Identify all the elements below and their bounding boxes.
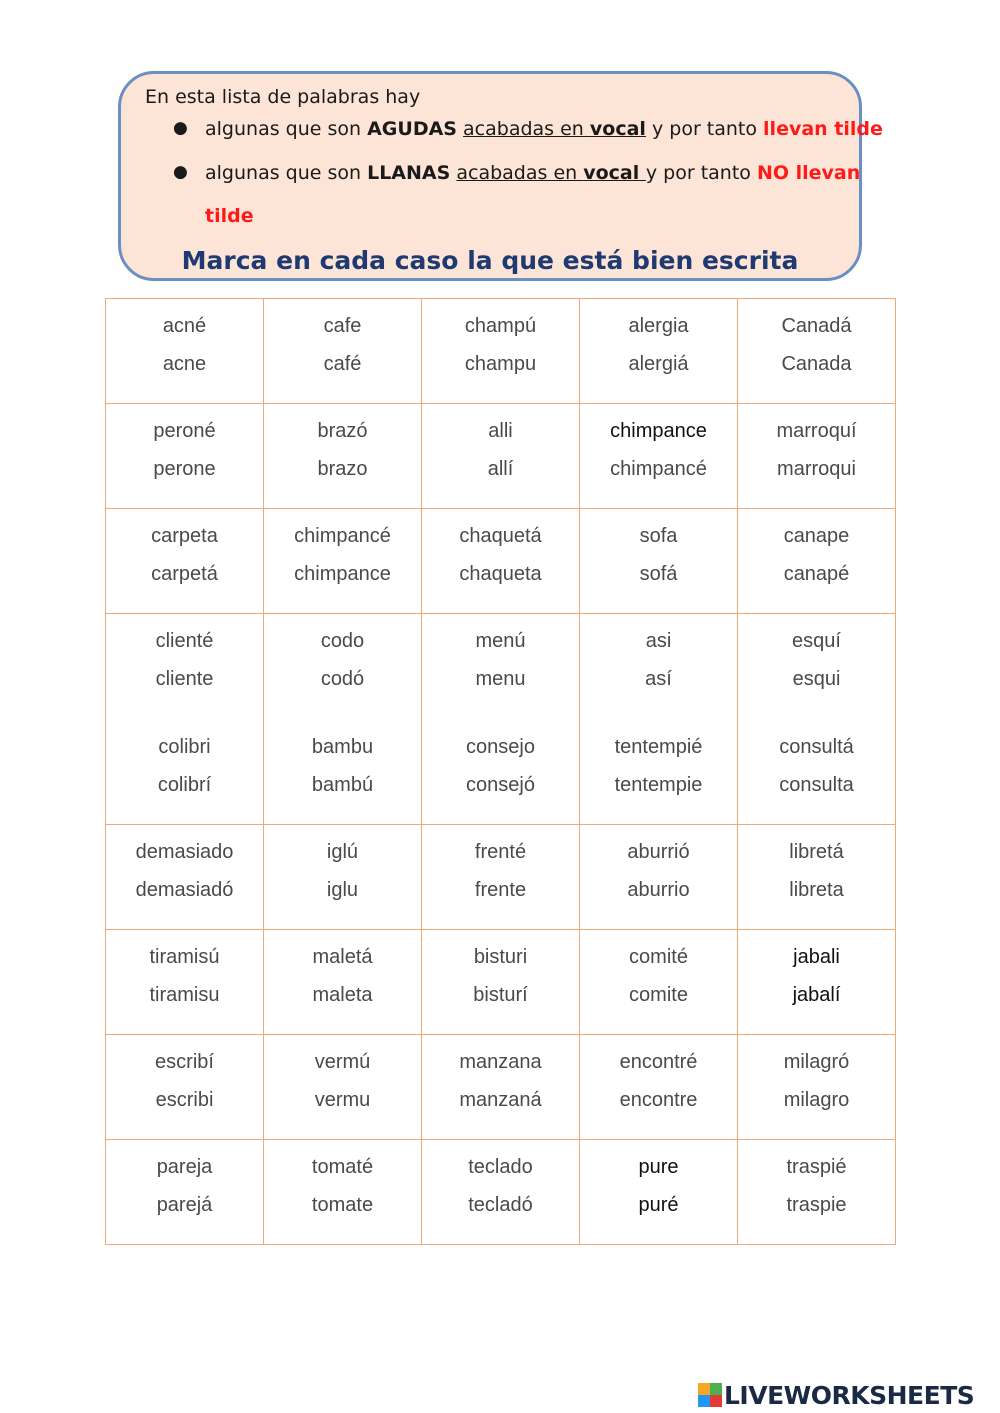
word-option[interactable]: sofa [639, 525, 678, 547]
word-cell [738, 404, 896, 509]
word-cell [580, 299, 738, 404]
word-cell [738, 1035, 896, 1140]
word-cell [106, 825, 264, 930]
word-cell [264, 404, 422, 509]
instructions-box: En esta lista de palabras hay ● algunas que son AGUDAS acabadas en vocal y por tanto llevan tilde ● algunas que son LLANAS acabadas en vocal y por tanto NO llevan tilde Marca en cada caso la que está bien escrita [118, 71, 862, 281]
word-option[interactable]: milagro [783, 1088, 850, 1111]
word-option[interactable]: allí [487, 457, 514, 480]
word-cell [264, 1035, 422, 1140]
word-option[interactable]: tiramisu [149, 983, 220, 1006]
word-cell [106, 1035, 264, 1140]
word-option[interactable]: café [323, 352, 362, 375]
word-cell [422, 404, 580, 509]
word-option[interactable]: maleta [312, 983, 373, 1006]
word-cell [264, 825, 422, 930]
word-option[interactable]: consultá [779, 736, 854, 758]
word-option[interactable]: tiramisú [149, 946, 220, 968]
word-cell [422, 614, 580, 825]
grid-row [106, 614, 896, 825]
word-cell [580, 404, 738, 509]
word-option[interactable]: encontré [619, 1051, 698, 1073]
cell-gap [738, 698, 895, 729]
liveworksheets-logo-icon [698, 1383, 722, 1407]
word-option[interactable]: vermú [314, 1051, 371, 1073]
grid-row [106, 404, 896, 509]
word-option[interactable]: teclado [468, 1156, 533, 1178]
word-option[interactable]: canapé [783, 562, 850, 585]
word-option[interactable]: milagró [783, 1051, 850, 1073]
word-cell [738, 509, 896, 614]
bullet-icon: ● [173, 162, 188, 182]
word-option[interactable]: consejó [466, 773, 535, 796]
word-option[interactable]: aburrio [627, 878, 690, 901]
word-option[interactable]: escribí [155, 1051, 214, 1073]
word-option[interactable]: puré [638, 1193, 679, 1216]
word-option[interactable]: parejá [156, 1193, 213, 1216]
word-option[interactable]: bambú [311, 773, 374, 796]
word-cell [106, 930, 264, 1035]
word-option[interactable]: colibrí [157, 773, 212, 796]
word-cell [738, 614, 896, 825]
word-option[interactable]: peroné [153, 420, 216, 442]
word-option[interactable]: brazo [317, 457, 368, 480]
word-cell [580, 1140, 738, 1245]
liveworksheets-logo [698, 1377, 974, 1413]
word-option[interactable]: frente [474, 878, 527, 901]
word-option[interactable]: manzaná [459, 1088, 542, 1111]
word-cell [422, 825, 580, 930]
word-option[interactable]: alergia [628, 315, 689, 337]
word-cell [580, 509, 738, 614]
word-option[interactable]: demasiado [135, 841, 234, 863]
word-option[interactable]: demasiadó [135, 878, 234, 901]
word-option[interactable]: champu [464, 352, 537, 375]
word-option[interactable]: acné [162, 315, 207, 337]
word-option[interactable]: iglú [326, 841, 359, 863]
word-option[interactable]: tentempie [614, 773, 703, 796]
word-option[interactable]: alergiá [628, 352, 689, 375]
grid-row [106, 930, 896, 1035]
word-cell [264, 1140, 422, 1245]
cell-gap [106, 698, 263, 729]
word-option[interactable]: marroquí [776, 420, 857, 442]
word-option[interactable]: jabalí [792, 983, 841, 1006]
word-option[interactable]: Canada [781, 352, 852, 375]
word-option[interactable]: comite [629, 983, 688, 1006]
word-option[interactable]: alli [488, 420, 513, 442]
word-cell [106, 1140, 264, 1245]
grid-row [106, 1035, 896, 1140]
bullet-agudas-text: algunas que son AGUDAS acabadas en vocal y por tanto llevan tilde [205, 118, 883, 140]
word-option[interactable]: canape [783, 525, 850, 547]
cell-gap [422, 698, 579, 729]
word-option[interactable]: carpetá [151, 562, 218, 585]
word-cell [738, 825, 896, 930]
word-option[interactable]: colibri [158, 736, 211, 758]
word-cell [422, 1035, 580, 1140]
word-cell [264, 509, 422, 614]
word-option[interactable]: chaqueta [459, 562, 542, 585]
word-cell [422, 1140, 580, 1245]
word-cell [580, 614, 738, 825]
word-cell [580, 1035, 738, 1140]
word-cell [422, 299, 580, 404]
word-option[interactable]: pure [638, 1156, 679, 1178]
word-cell [422, 509, 580, 614]
word-option[interactable]: carpeta [151, 525, 218, 547]
word-option[interactable]: esqui [792, 667, 841, 690]
grid-row [106, 509, 896, 614]
word-cell [264, 614, 422, 825]
grid-row [106, 299, 896, 404]
word-option[interactable]: comité [629, 946, 688, 968]
word-option[interactable]: cliente [155, 667, 214, 690]
word-option[interactable]: iglu [326, 878, 359, 901]
cell-gap [264, 698, 421, 729]
word-option[interactable]: chimpance [610, 420, 707, 442]
word-option[interactable]: clienté [155, 630, 214, 652]
word-option[interactable]: tentempié [614, 736, 703, 758]
intro-line: En esta lista de palabras hay [145, 86, 421, 108]
word-option[interactable]: bisturí [473, 983, 528, 1006]
word-cell [738, 1140, 896, 1245]
word-option[interactable]: traspie [786, 1193, 847, 1216]
word-option[interactable]: pareja [156, 1156, 213, 1178]
logo-text: LIVEWORKSHEETS [724, 1380, 975, 1410]
word-option[interactable]: menú [475, 630, 526, 652]
word-cell [738, 930, 896, 1035]
word-cell [106, 614, 264, 825]
word-option[interactable]: consulta [779, 773, 854, 796]
word-option[interactable]: encontre [619, 1088, 698, 1111]
word-option[interactable]: libreta [789, 878, 844, 901]
word-cell [738, 299, 896, 404]
word-option[interactable]: libretá [789, 841, 844, 863]
word-cell [580, 825, 738, 930]
word-option[interactable]: escribi [155, 1088, 214, 1111]
word-cell [422, 930, 580, 1035]
grid-row [106, 825, 896, 930]
word-option[interactable]: frenté [474, 841, 527, 863]
word-option[interactable]: champú [464, 315, 537, 337]
word-option[interactable]: bambu [311, 736, 374, 758]
word-cell [580, 930, 738, 1035]
word-option[interactable]: chaquetá [459, 525, 542, 547]
word-option[interactable]: tomate [311, 1193, 374, 1216]
word-option[interactable]: cafe [323, 315, 362, 337]
word-option[interactable]: sofá [639, 562, 678, 585]
word-option[interactable]: traspié [786, 1156, 847, 1178]
word-cell [264, 299, 422, 404]
word-option[interactable]: marroqui [777, 457, 856, 480]
word-option[interactable]: tecladó [468, 1193, 533, 1216]
grid-row [106, 1140, 896, 1245]
word-option[interactable]: chimpancé [294, 525, 391, 547]
bullet-llanas-text: algunas que son LLANAS acabadas en vocal y por tanto NO llevan [205, 162, 861, 184]
bullet-icon: ● [173, 118, 188, 138]
word-option[interactable]: bisturi [473, 946, 528, 968]
word-cell [264, 930, 422, 1035]
word-option[interactable]: Canadá [781, 315, 852, 337]
word-option[interactable]: codo [320, 630, 365, 652]
word-option[interactable]: chimpance [294, 562, 391, 585]
word-option[interactable]: brazó [317, 420, 368, 442]
word-option[interactable]: aburrió [627, 841, 690, 863]
word-option[interactable]: manzana [459, 1051, 542, 1073]
word-option[interactable]: consejo [466, 736, 535, 758]
cell-gap [580, 698, 737, 729]
word-option[interactable]: acne [162, 352, 207, 375]
word-option[interactable]: menu [475, 667, 526, 690]
word-option[interactable]: codó [320, 667, 365, 690]
word-option[interactable]: así [645, 667, 672, 690]
word-option[interactable]: perone [153, 457, 216, 480]
word-cell [106, 509, 264, 614]
word-option[interactable]: esquí [792, 630, 841, 652]
word-choice-grid [105, 298, 896, 1245]
word-option[interactable]: asi [645, 630, 672, 652]
word-option[interactable]: chimpancé [610, 457, 707, 480]
word-cell [106, 404, 264, 509]
word-option[interactable]: vermu [314, 1088, 371, 1111]
instruction-heading: Marca en cada caso la que está bien escrita [181, 246, 799, 275]
word-cell [106, 299, 264, 404]
word-option[interactable]: maletá [312, 946, 373, 968]
word-option[interactable]: tomaté [311, 1156, 374, 1178]
word-option[interactable]: jabali [793, 946, 840, 968]
